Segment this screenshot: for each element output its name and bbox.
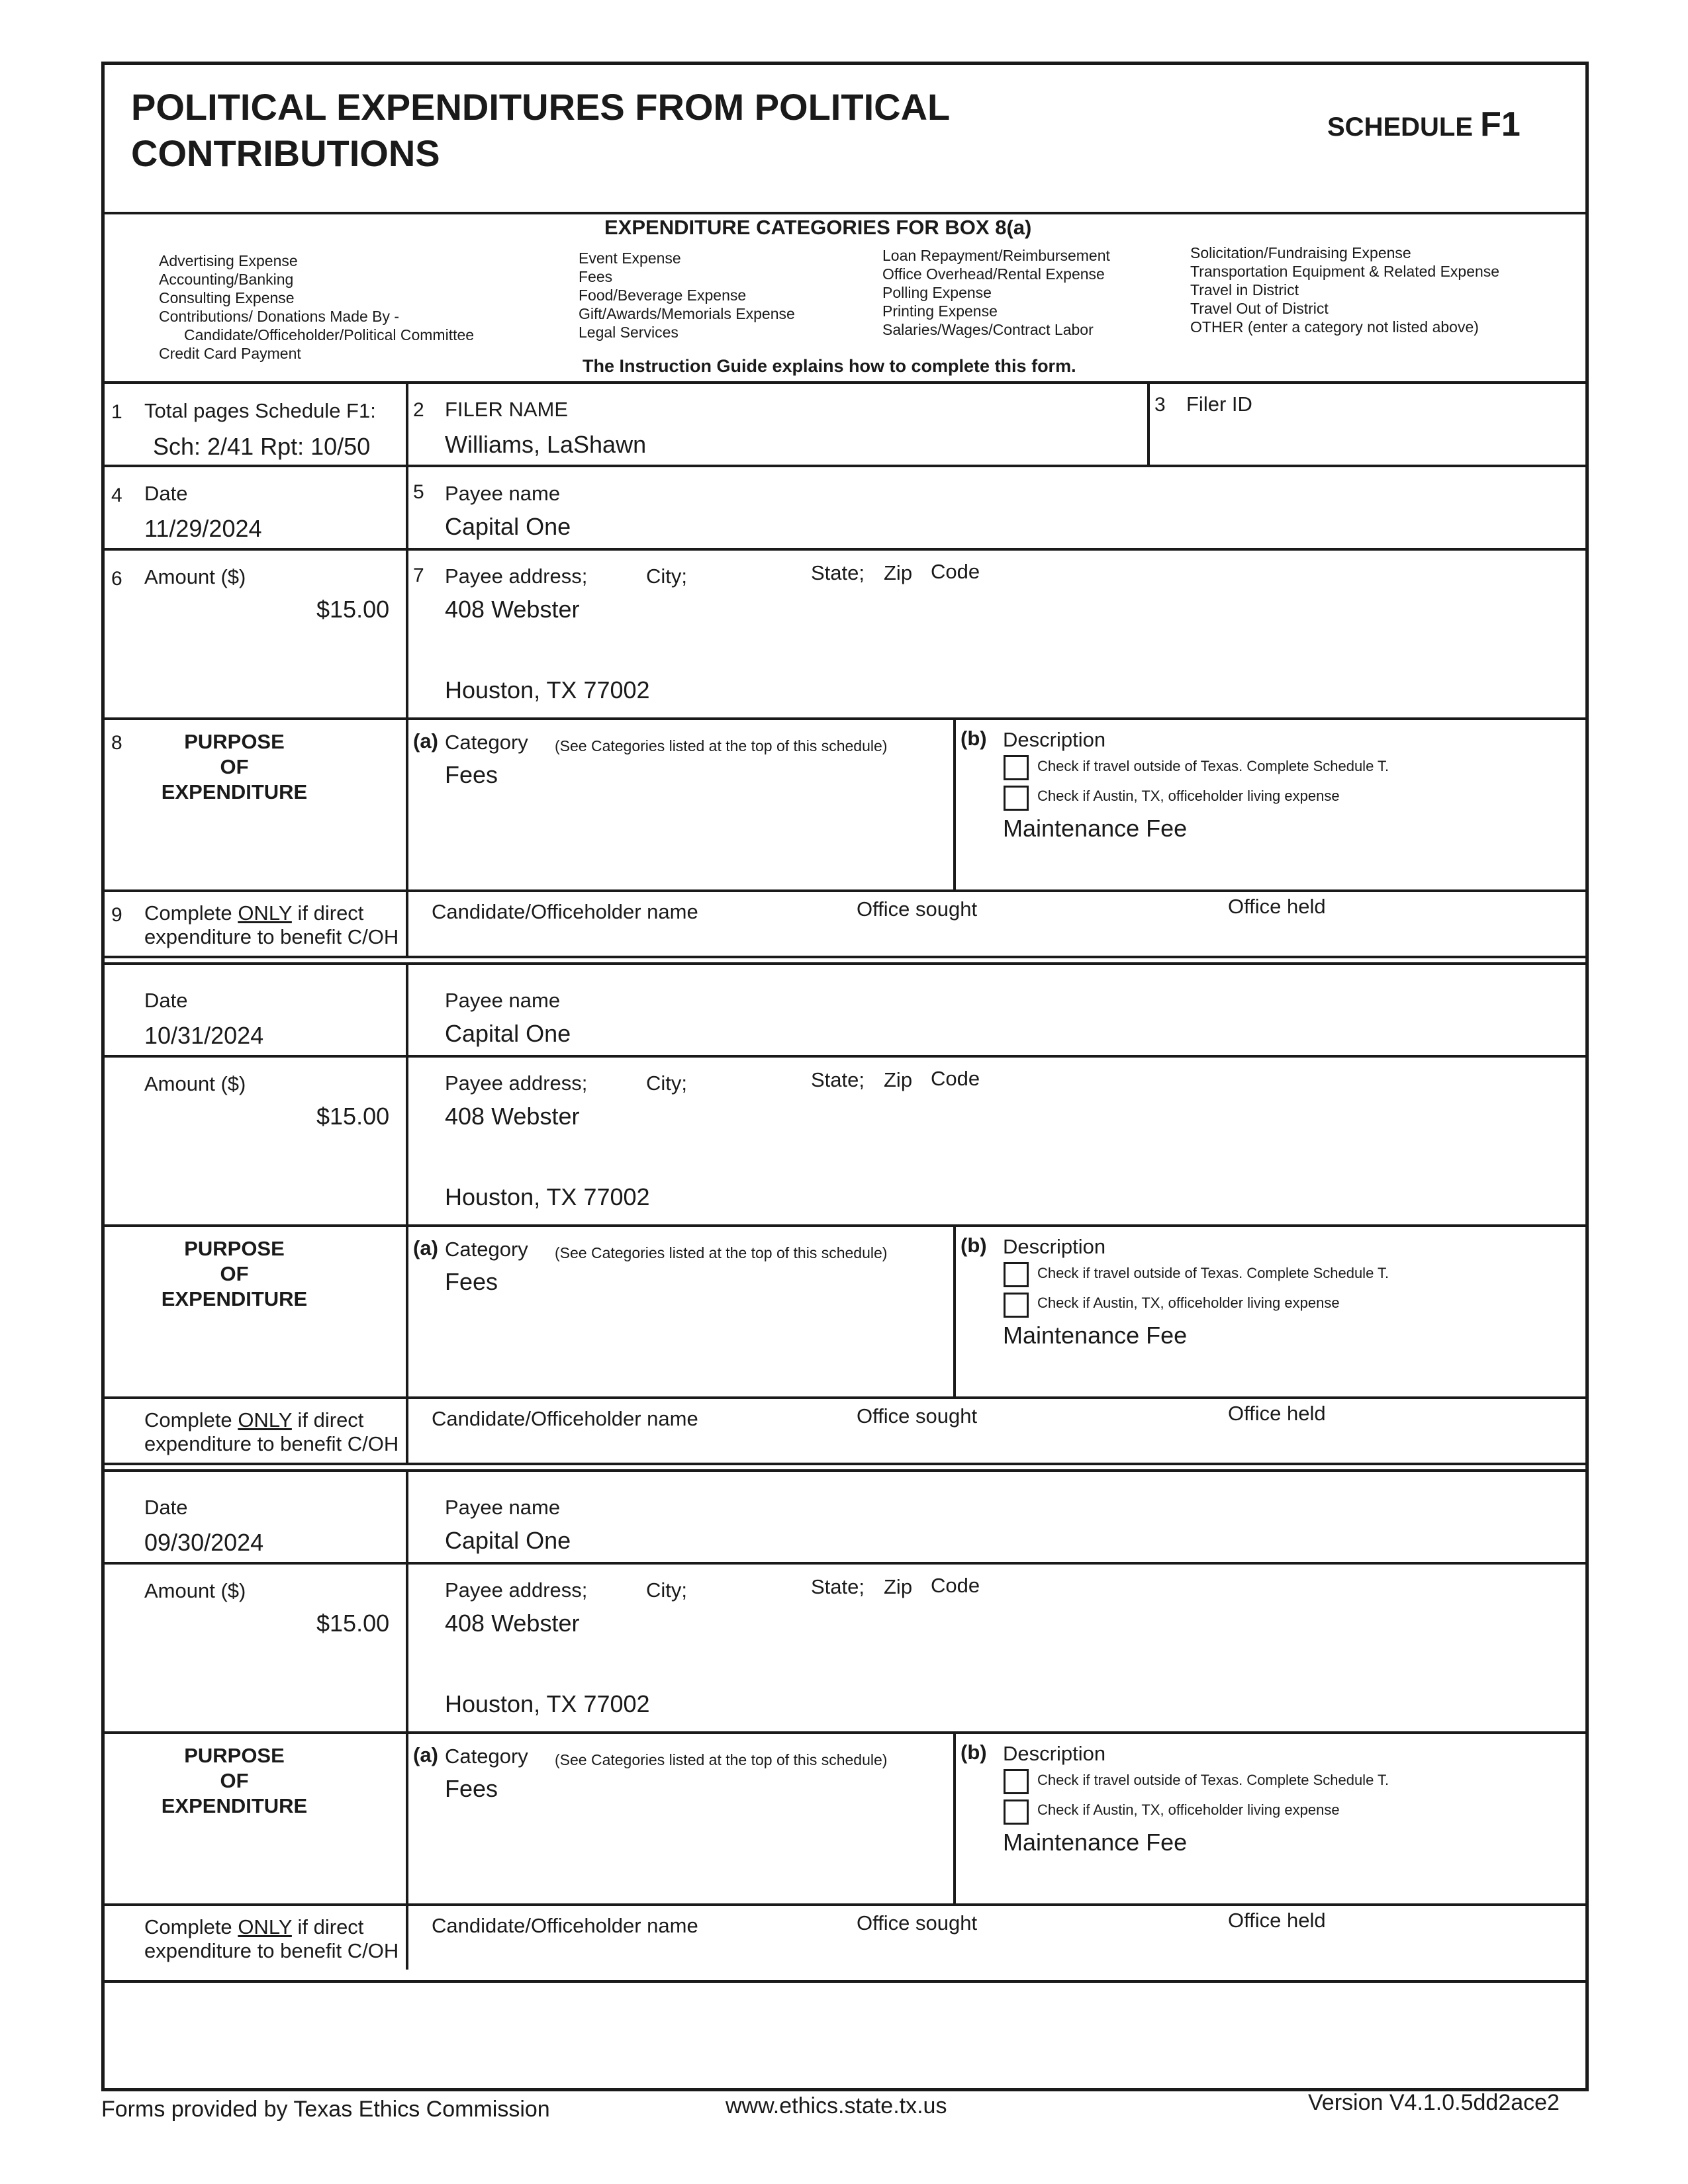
category-item: Legal Services xyxy=(579,324,679,341)
category-item: Solicitation/Fundraising Expense xyxy=(1190,244,1411,261)
divider xyxy=(105,212,1585,214)
divider xyxy=(953,1731,956,1903)
purpose-line: OF xyxy=(220,1262,249,1285)
a-marker: (a) xyxy=(413,1743,438,1766)
complete-only-note-line2: expenditure to benefit C/OH xyxy=(144,925,399,948)
schedule-id xyxy=(1327,105,1521,144)
city-label: City; xyxy=(646,1578,687,1602)
description-value: Maintenance Fee xyxy=(1003,1829,1188,1856)
office-sought-label: Office sought xyxy=(857,897,978,921)
box-number: 9 xyxy=(111,904,122,926)
total-pages-value: Sch: 2/41 Rpt: 10/50 xyxy=(153,433,371,460)
category-item: Fees xyxy=(579,268,613,285)
divider xyxy=(953,717,956,889)
date-value: 10/31/2024 xyxy=(144,1022,264,1049)
description-label: Description xyxy=(1003,1235,1106,1258)
divider xyxy=(105,465,1585,467)
purpose-line: EXPENDITURE xyxy=(161,1287,308,1310)
divider xyxy=(105,1396,1585,1399)
divider xyxy=(105,1903,1585,1906)
divider xyxy=(105,548,1585,551)
box-number: 5 xyxy=(413,481,424,503)
code-label: Code xyxy=(931,1067,980,1090)
category-item: Gift/Awards/Memorials Expense xyxy=(579,305,795,322)
austin-living-expense-label: Check if Austin, TX, officeholder living expense xyxy=(1037,1295,1340,1311)
travel-outside-texas-checkbox[interactable] xyxy=(1004,1262,1029,1287)
amount-value: $15.00 xyxy=(316,596,390,623)
a-marker: (a) xyxy=(413,729,438,752)
description-label: Description xyxy=(1003,1742,1106,1765)
box-number: 6 xyxy=(111,568,122,590)
category-value: Fees xyxy=(445,1775,498,1802)
office-held-label: Office held xyxy=(1228,1909,1326,1932)
divider xyxy=(105,956,1585,958)
purpose-line: PURPOSE xyxy=(184,1744,285,1767)
candidate-name-label: Candidate/Officeholder name xyxy=(432,1407,698,1430)
date-value: 11/29/2024 xyxy=(144,515,262,542)
date-value: 09/30/2024 xyxy=(144,1529,264,1556)
payee-city-state-zip-value: Houston, TX 77002 xyxy=(445,676,650,704)
category-item: Food/Beverage Expense xyxy=(579,287,747,304)
complete-text: Complete xyxy=(144,1915,232,1938)
b-marker: (b) xyxy=(961,1741,987,1764)
complete-only-note-line2: expenditure to benefit C/OH xyxy=(144,1432,399,1455)
zip-label: Zip xyxy=(884,1575,913,1598)
payee-name-value: Capital One xyxy=(445,1527,571,1554)
if-direct-text: if direct xyxy=(297,1408,364,1432)
amount-label: Amount ($) xyxy=(144,565,246,588)
category-item: OTHER (enter a category not listed above) xyxy=(1190,318,1479,336)
category-column-2 xyxy=(579,249,795,341)
payee-address-label: Payee address; xyxy=(445,1071,588,1095)
purpose-line: EXPENDITURE xyxy=(161,780,308,803)
form-title-line1: POLITICAL EXPENDITURES FROM POLITICAL xyxy=(131,86,951,128)
zip-label: Zip xyxy=(884,1068,913,1091)
purpose-of-expenditure-label xyxy=(135,1743,334,1819)
complete-only-note xyxy=(144,901,363,925)
schedule-f1-form xyxy=(101,62,1589,2091)
form-title-line2: CONTRIBUTIONS xyxy=(131,132,440,174)
payee-city-state-zip-value: Houston, TX 77002 xyxy=(445,1183,650,1210)
complete-only-note xyxy=(144,1408,363,1432)
travel-outside-texas-label: Check if travel outside of Texas. Complete Schedule T. xyxy=(1037,758,1389,774)
payee-name-label: Payee name xyxy=(445,989,561,1012)
box-number: 2 xyxy=(413,399,424,421)
state-label: State; xyxy=(811,1068,865,1091)
office-held-label: Office held xyxy=(1228,1402,1326,1425)
divider xyxy=(105,889,1585,892)
only-text: ONLY xyxy=(238,901,292,925)
category-label: Category xyxy=(445,1745,528,1768)
divider xyxy=(105,381,1585,384)
divider xyxy=(406,381,408,465)
divider xyxy=(105,1980,1585,1983)
purpose-of-expenditure-label xyxy=(135,1236,334,1312)
amount-value: $15.00 xyxy=(316,1610,390,1637)
payee-name-value: Capital One xyxy=(445,1020,571,1047)
payee-street-value: 408 Webster xyxy=(445,1103,580,1130)
travel-outside-texas-checkbox[interactable] xyxy=(1004,1769,1029,1794)
payee-address-label: Payee address; xyxy=(445,1578,588,1602)
category-label: Category xyxy=(445,1238,528,1261)
amount-label: Amount ($) xyxy=(144,1579,246,1602)
date-label: Date xyxy=(144,989,188,1012)
description-value: Maintenance Fee xyxy=(1003,815,1188,842)
if-direct-text: if direct xyxy=(297,1915,364,1938)
category-item: Travel Out of District xyxy=(1190,300,1329,317)
complete-text: Complete xyxy=(144,1408,232,1432)
office-sought-label: Office sought xyxy=(857,1404,978,1428)
amount-value: $15.00 xyxy=(316,1103,390,1130)
divider xyxy=(406,1472,408,1970)
code-label: Code xyxy=(931,560,980,583)
b-marker: (b) xyxy=(961,727,987,750)
divider xyxy=(406,465,408,956)
payee-name-label: Payee name xyxy=(445,482,561,505)
date-label: Date xyxy=(144,1496,188,1519)
instruction-guide-note: The Instruction Guide explains how to complete this form. xyxy=(583,356,1076,376)
footer-version: Version V4.1.0.5dd2ace2 xyxy=(1308,2090,1560,2115)
category-item: Travel in District xyxy=(1190,281,1299,298)
category-item: Office Overhead/Rental Expense xyxy=(882,265,1105,283)
zip-label: Zip xyxy=(884,561,913,584)
divider xyxy=(105,1562,1585,1565)
travel-outside-texas-label: Check if travel outside of Texas. Complete Schedule T. xyxy=(1037,1772,1389,1788)
category-note: (See Categories listed at the top of this schedule) xyxy=(555,737,888,754)
category-value: Fees xyxy=(445,761,498,788)
purpose-of-expenditure-label xyxy=(135,729,334,805)
divider xyxy=(105,1224,1585,1227)
category-item: Contributions/ Donations Made By - xyxy=(159,308,400,325)
box-number: 4 xyxy=(111,484,122,506)
b-marker: (b) xyxy=(961,1234,987,1257)
footer-url[interactable]: www.ethics.state.tx.us xyxy=(726,2093,947,2118)
categories-heading: EXPENDITURE CATEGORIES FOR BOX 8(a) xyxy=(604,216,1032,239)
purpose-line: EXPENDITURE xyxy=(161,1794,308,1817)
category-item: Polling Expense xyxy=(882,284,992,301)
filer-id-label: Filer ID xyxy=(1186,392,1252,416)
box-number: 8 xyxy=(111,732,122,754)
footer-provider: Forms provided by Texas Ethics Commission xyxy=(101,2097,550,2122)
complete-only-note-line2: expenditure to benefit C/OH xyxy=(144,1939,399,1962)
divider xyxy=(406,965,408,1463)
description-value: Maintenance Fee xyxy=(1003,1322,1188,1349)
payee-address-label: Payee address; xyxy=(445,565,588,588)
purpose-line: PURPOSE xyxy=(184,730,285,753)
category-note: (See Categories listed at the top of this schedule) xyxy=(555,1244,888,1261)
divider xyxy=(105,717,1585,720)
box-number: 7 xyxy=(413,565,424,586)
category-item: Consulting Expense xyxy=(159,289,295,306)
a-marker: (a) xyxy=(413,1236,438,1259)
divider xyxy=(105,1731,1585,1734)
complete-text: Complete xyxy=(144,901,232,925)
category-item: Credit Card Payment xyxy=(159,345,301,362)
category-value: Fees xyxy=(445,1268,498,1295)
date-label: Date xyxy=(144,482,188,505)
office-held-label: Office held xyxy=(1228,895,1326,918)
candidate-name-label: Candidate/Officeholder name xyxy=(432,900,698,923)
payee-name-value: Capital One xyxy=(445,513,571,540)
if-direct-text: if direct xyxy=(297,901,364,925)
divider xyxy=(1147,381,1150,465)
box-number: 1 xyxy=(111,401,122,423)
category-item: Transportation Equipment & Related Expense xyxy=(1190,263,1500,280)
filer-name-label: FILER NAME xyxy=(445,398,569,421)
category-column-3 xyxy=(882,246,1110,339)
divider xyxy=(105,962,1585,965)
category-item: Candidate/Officeholder/Political Committee xyxy=(184,326,475,343)
purpose-line: OF xyxy=(220,1769,249,1792)
category-label: Category xyxy=(445,731,528,754)
payee-street-value: 408 Webster xyxy=(445,1610,580,1637)
category-item: Printing Expense xyxy=(882,302,998,320)
category-column-1 xyxy=(159,251,474,363)
austin-living-expense-checkbox[interactable] xyxy=(1004,786,1029,811)
category-column-4 xyxy=(1190,244,1499,336)
travel-outside-texas-label: Check if travel outside of Texas. Complete Schedule T. xyxy=(1037,1265,1389,1281)
city-label: City; xyxy=(646,1071,687,1095)
amount-label: Amount ($) xyxy=(144,1072,246,1095)
code-label: Code xyxy=(931,1574,980,1597)
schedule-label: SCHEDULE xyxy=(1327,113,1474,142)
divider xyxy=(953,1224,956,1396)
total-pages-label: Total pages Schedule F1: xyxy=(144,399,376,422)
austin-living-expense-label: Check if Austin, TX, officeholder living expense xyxy=(1037,788,1340,804)
city-label: City; xyxy=(646,565,687,588)
divider xyxy=(105,1469,1585,1472)
divider xyxy=(105,1463,1585,1465)
category-item: Accounting/Banking xyxy=(159,271,294,288)
schedule-code: F1 xyxy=(1480,105,1521,144)
office-sought-label: Office sought xyxy=(857,1911,978,1934)
category-item: Salaries/Wages/Contract Labor xyxy=(882,321,1094,338)
candidate-name-label: Candidate/Officeholder name xyxy=(432,1914,698,1937)
filer-name-value: Williams, LaShawn xyxy=(445,431,647,458)
payee-street-value: 408 Webster xyxy=(445,596,580,623)
box-number: 3 xyxy=(1154,394,1166,416)
category-item: Loan Repayment/Reimbursement xyxy=(882,247,1110,264)
purpose-line: PURPOSE xyxy=(184,1237,285,1260)
purpose-line: OF xyxy=(220,755,249,778)
category-item: Advertising Expense xyxy=(159,252,298,269)
austin-living-expense-checkbox[interactable] xyxy=(1004,1799,1029,1825)
only-text: ONLY xyxy=(238,1408,292,1432)
payee-name-label: Payee name xyxy=(445,1496,561,1519)
divider xyxy=(105,1055,1585,1058)
category-note: (See Categories listed at the top of this schedule) xyxy=(555,1751,888,1768)
austin-living-expense-label: Check if Austin, TX, officeholder living expense xyxy=(1037,1801,1340,1818)
description-label: Description xyxy=(1003,728,1106,751)
only-text: ONLY xyxy=(238,1915,292,1938)
state-label: State; xyxy=(811,1575,865,1598)
payee-city-state-zip-value: Houston, TX 77002 xyxy=(445,1690,650,1717)
travel-outside-texas-checkbox[interactable] xyxy=(1004,755,1029,780)
complete-only-note xyxy=(144,1915,363,1939)
austin-living-expense-checkbox[interactable] xyxy=(1004,1293,1029,1318)
state-label: State; xyxy=(811,561,865,584)
category-item: Event Expense xyxy=(579,250,681,267)
